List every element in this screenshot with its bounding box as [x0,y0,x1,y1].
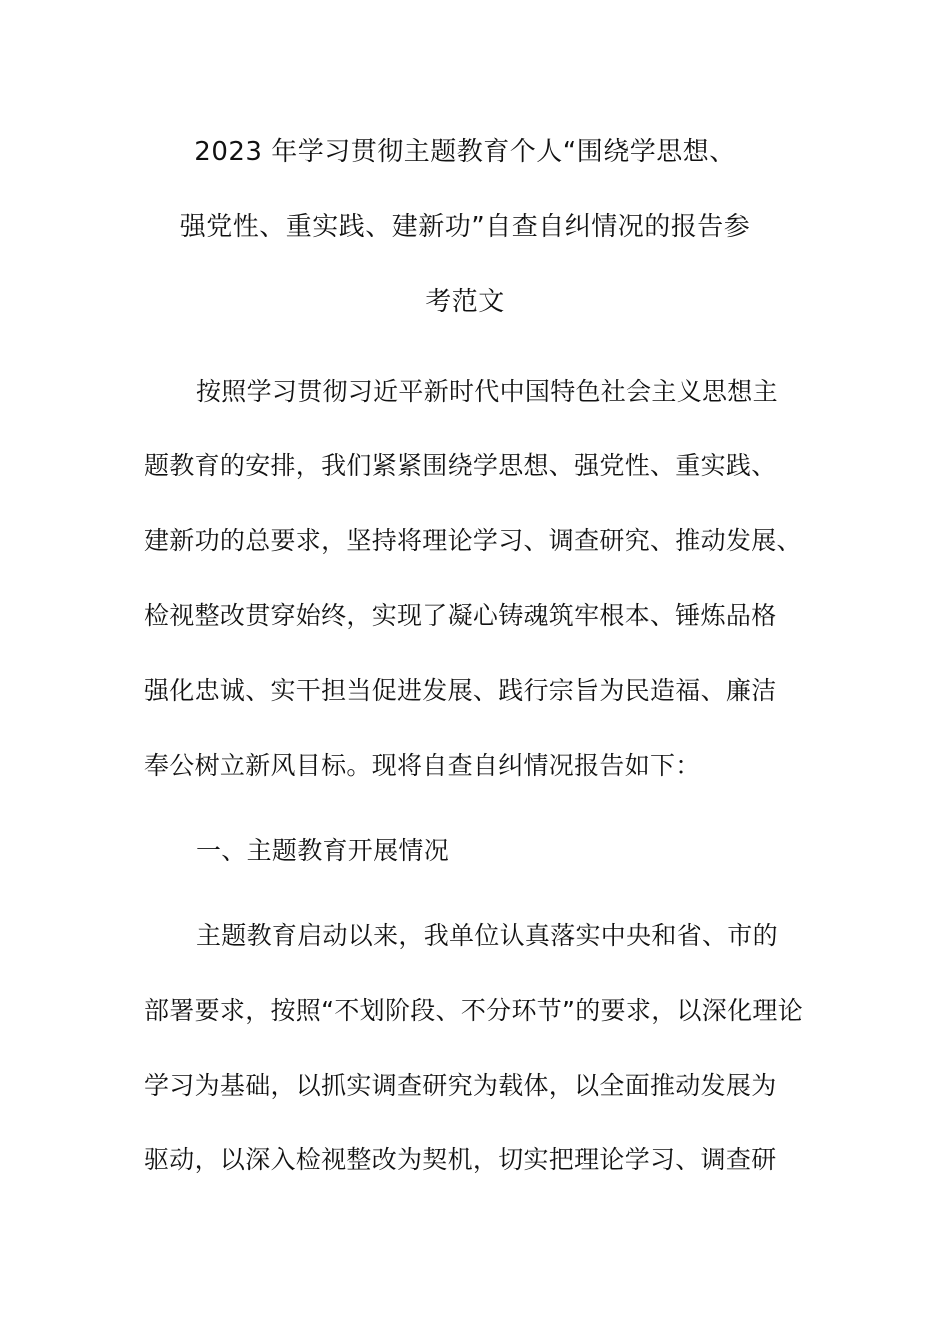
paragraph-2-line-1: 主题教育启动以来，我单位认真落实中央和省、市的 [196,921,778,950]
paragraph-2-line-2: 部署要求，按照“不划阶段、不分环节”的要求，以深化理论 [144,996,804,1025]
title-line-2: 强党性、重实践、建新功”自查自纠情况的报告参 [179,212,751,242]
title-line-3: 考范文 [425,287,505,317]
paragraph-2-line-3: 学习为基础，以抓实调查研究为载体，以全面推动发展为 [144,1071,777,1100]
paragraph-2-line-4: 驱动，以深入检视整改为契机，切实把理论学习、调查研 [144,1145,777,1174]
paragraph-1-line-3: 建新功的总要求，坚持将理论学习、调查研究、推动发展、 [144,526,802,555]
paragraph-1-line-4: 检视整改贯穿始终，实现了凝心铸魂筑牢根本、锤炼品格 [144,601,777,630]
title-line-1: 2023 年学习贯彻主题教育个人“围绕学思想、 [194,137,736,167]
paragraph-1-line-1: 按照学习贯彻习近平新时代中国特色社会主义思想主 [196,377,778,406]
paragraph-1-line-2: 题教育的安排，我们紧紧围绕学思想、强党性、重实践、 [144,451,777,480]
paragraph-1-line-6: 奉公树立新风目标。现将自查自纠情况报告如下： [144,751,701,780]
paragraph-1-line-5: 强化忠诚、实干担当促进发展、践行宗旨为民造福、廉洁 [144,676,777,705]
section-1-heading: 一、主题教育开展情况 [196,836,450,865]
